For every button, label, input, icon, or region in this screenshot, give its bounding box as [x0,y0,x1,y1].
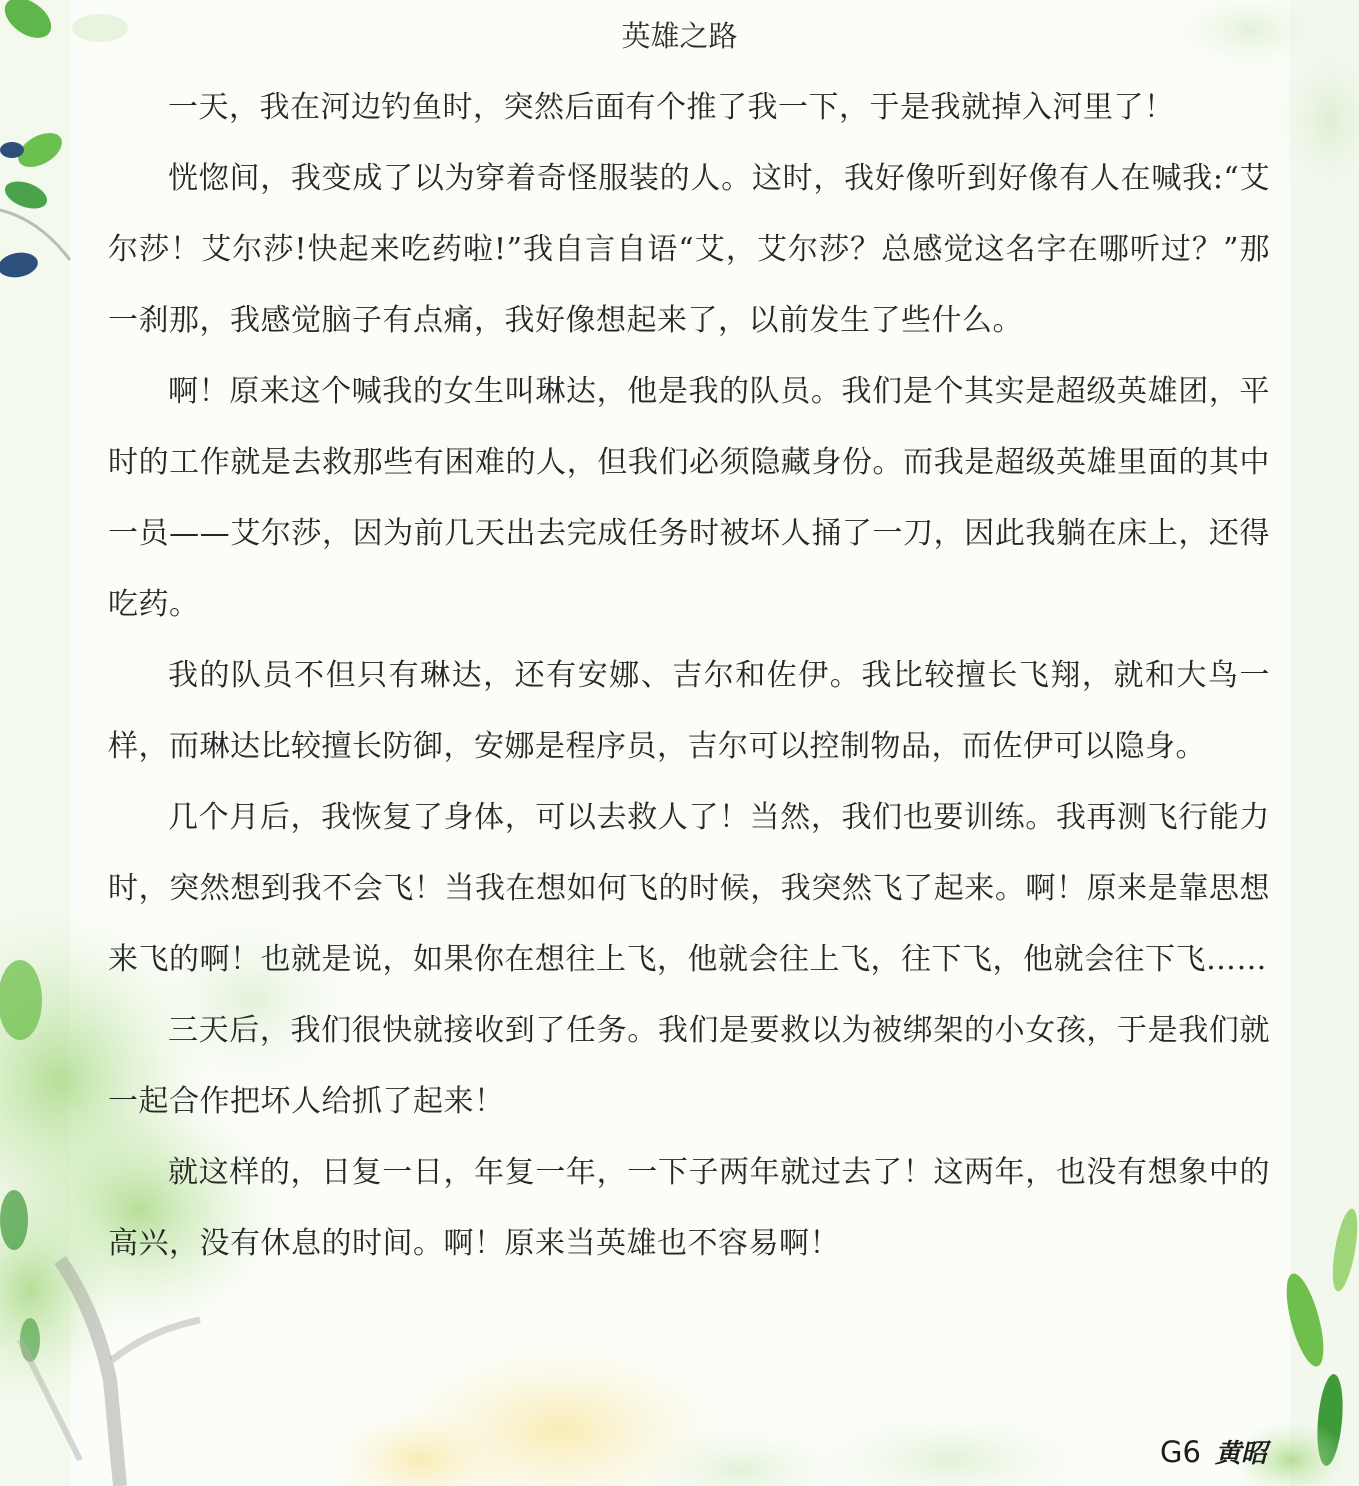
paragraph: 一天，我在河边钓鱼时，突然后面有个推了我一下，于是我就掉入河里了！ [168,90,1175,125]
paragraph: 几个月后，我恢复了身体，可以去救人了！当然，我们也要训练。我再测飞行能力时，突然想到我不会飞！当我在想如何飞的时候，我突然飞了起来。啊！原来是靠思想来飞的啊！也就是说，如果你在想往上飞，他就会往上飞，往下飞，他就会往下飞…… [108,800,1270,977]
paragraph: 三天后，我们很快就接收到了任务。我们是要救以为被绑架的小女孩，于是我们就一起合作把坏人给抓了起来！ [108,1013,1270,1119]
document-title: 英雄之路 [621,19,738,53]
essay-body [108,72,1270,1279]
author-class: G6 [1160,1435,1201,1469]
paragraph: 我的队员不但只有琳达，还有安娜、吉尔和佐伊。我比较擅长飞翔，就和大鸟一样，而琳达比较擅长防御，安娜是程序员，吉尔可以控制物品，而佐伊可以隐身。 [108,658,1270,764]
paragraph: 就这样的，日复一日，年复一年，一下子两年就过去了！这两年，也没有想象中的高兴，没有休息的时间。啊！原来当英雄也不容易啊！ [108,1155,1270,1261]
author-signature [1160,1430,1267,1476]
paragraph: 啊！原来这个喊我的女生叫琳达，他是我的队员。我们是个其实是超级英雄团，平时的工作就是去救那些有困难的人，但我们必须隐藏身份。而我是超级英雄里面的其中一员——艾尔莎，因为前几天出去完成任务时被坏人捅了一刀，因此我躺在床上，还得吃药。 [108,374,1270,622]
paragraph: 恍惚间，我变成了以为穿着奇怪服装的人。这时，我好像听到好像有人在喊我:“艾尔莎！艾尔莎!快起来吃药啦!”我自言自语“艾，艾尔莎？总感觉这名字在哪听过？”那一刹那，我感觉脑子有点痛，我好像想起来了，以前发生了些什么。 [108,161,1270,338]
author-name: 黄昭 [1214,1439,1267,1469]
